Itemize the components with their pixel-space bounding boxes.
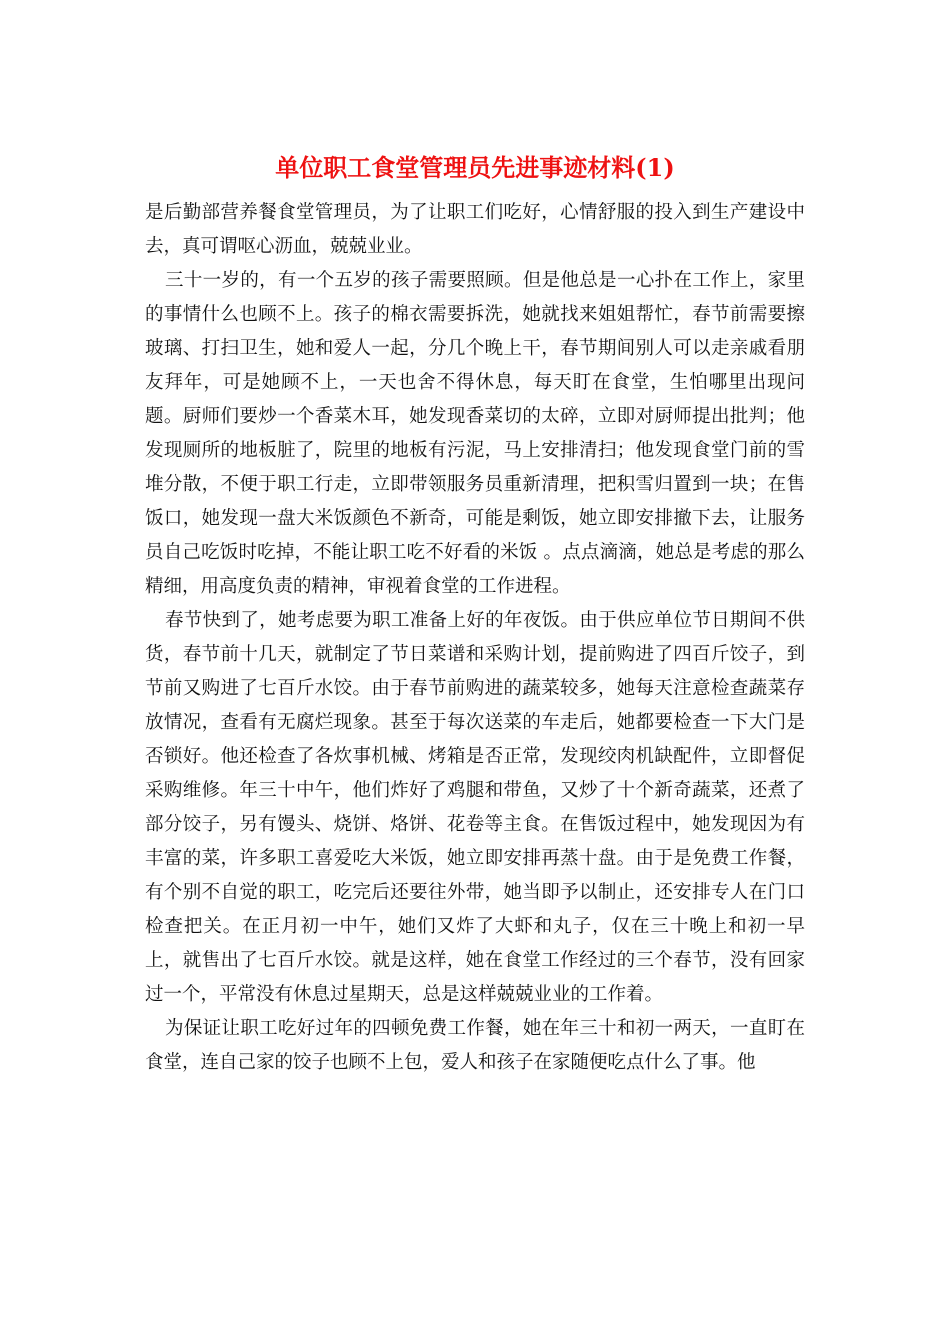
paragraph-4: 为保证让职工吃好过年的四顿免费工作餐，她在年三十和初一两天，一直盯在食堂，连自己家的饺子也顾不上包，爱人和孩子在家随便吃点什么了事。他 [145,1018,805,1073]
document-body [145,196,805,1080]
document-title: 单位职工食堂管理员先进事迹材料(1) [275,153,675,182]
paragraph-1: 是后勤部营养餐食堂管理员，为了让职工们吃好，心情舒服的投入到生产建设中去，真可谓呕心沥血，兢兢业业。 [145,202,805,257]
paragraph-3: 春节快到了，她考虑要为职工准备上好的年夜饭。由于供应单位节日期间不供货，春节前十几天，就制定了节日菜谱和采购计划，提前购进了四百斤饺子，到节前又购进了七百斤水饺。由于春节前购进的蔬菜较多，她每天注意检查蔬菜存放情况，查看有无腐烂现象。甚至于每次送菜的车走后，她都要检查一下大门是否锁好。他还检查了各炊事机械、烤箱是否正常，发现绞肉机缺配件，立即督促采购维修。年三十中午，他们炸好了鸡腿和带鱼，又炒了十个新奇蔬菜，还煮了部分饺子，另有馒头、烧饼、烙饼、花卷等主食。在售饭过程中，她发现因为有丰富的菜，许多职工喜爱吃大米饭，她立即安排再蒸十盘。由于是免费工作餐，有个别不自觉的职工，吃完后还要往外带，她当即予以制止，还安排专人在门口检查把关。在正月初一中午，她们又炸了大虾和丸子，仅在三十晚上和初一早上，就售出了七百斤水饺。就是这样，她在食堂工作经过的三个春节，没有回家过一个，平常没有休息过星期天，总是这样兢兢业业的工作着。 [145,610,805,1005]
paragraph-2: 三十一岁的，有一个五岁的孩子需要照顾。但是他总是一心扑在工作上，家里的事情什么也顾不上。孩子的棉衣需要拆洗，她就找来姐姐帮忙，春节前需要擦玻璃、打扫卫生，她和爱人一起，分几个晚上干，春节期间别人可以走亲戚看朋友拜年，可是她顾不上，一天也舍不得休息，每天盯在食堂，生怕哪里出现问题。厨师们要炒一个香菜木耳，她发现香菜切的太碎，立即对厨师提出批判；他发现厕所的地板脏了，院里的地板有污泥，马上安排清扫；他发现食堂门前的雪堆分散，不便于职工行走，立即带领服务员重新清理，把积雪归置到一块；在售饭口，她发现一盘大米饭颜色不新奇，可能是剩饭，她立即安排撤下去，让服务员自己吃饭时吃掉，不能让职工吃不好看的米饭 。点点滴滴，她总是考虑的那么精细，用高度负责的精神，审视着食堂的工作进程。 [145,270,805,597]
